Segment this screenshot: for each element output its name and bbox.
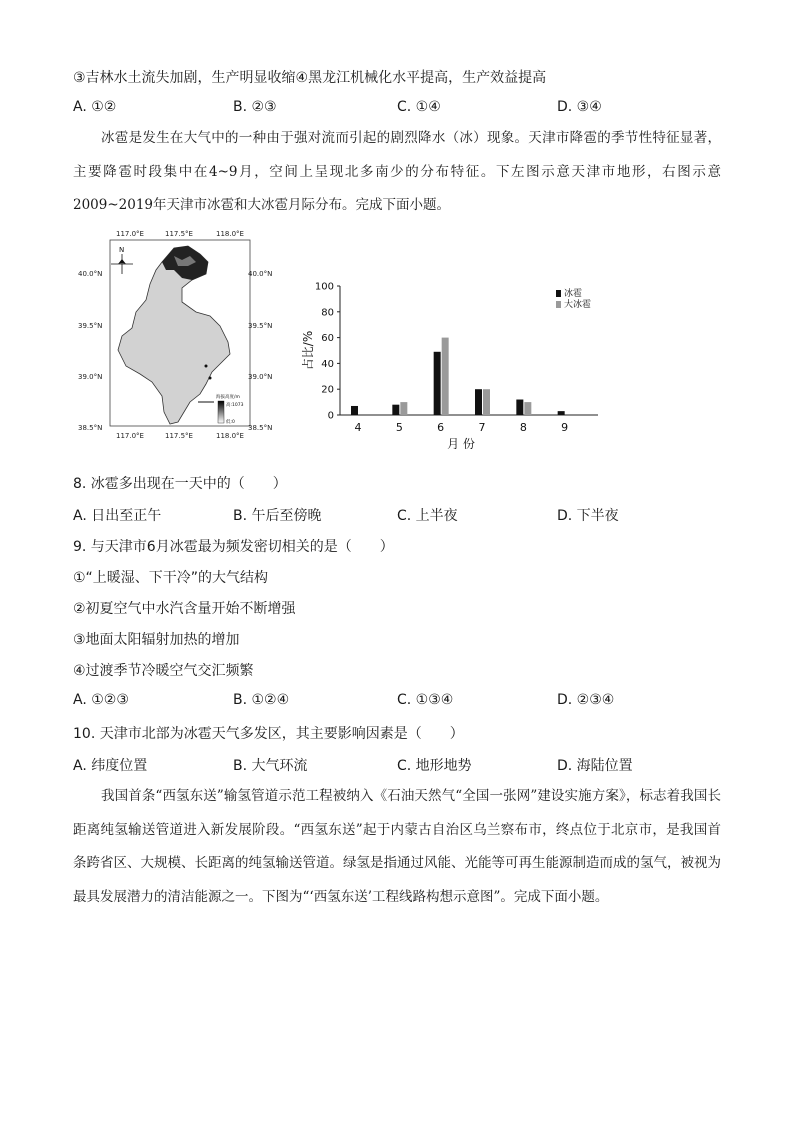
bar-hail-4 <box>351 406 358 415</box>
map-top-lon-0: 117.0°E <box>116 230 144 238</box>
map-bottom-lon-1: 117.5°E <box>165 432 193 440</box>
y-tick-label: 80 <box>321 307 334 319</box>
y-tick-label: 100 <box>314 281 334 293</box>
y-tick-label: 40 <box>321 358 334 370</box>
q9-item-1: ①“上暖湿、下干冷”的大气结构 <box>73 570 269 586</box>
bar-hail-6 <box>434 352 441 415</box>
y-tick-label: 60 <box>321 333 334 345</box>
x-tick-label: 8 <box>519 421 527 434</box>
map-top-lon-1: 117.5°E <box>165 230 193 238</box>
q9-item-4: ④过渡季节冷暖空气交汇频繁 <box>73 663 254 679</box>
legend-label-1: 大冰雹 <box>564 300 592 310</box>
map-left-lat-3: 38.5°N <box>78 424 103 432</box>
map-left-lat-0: 40.0°N <box>78 270 103 278</box>
hail-monthly-bar-chart <box>298 276 608 452</box>
q10-option-b: B. 大气环流 <box>233 758 308 774</box>
x-axis-label: 月 份 <box>447 437 475 451</box>
map-right-lat-0: 40.0°N <box>248 270 273 278</box>
map-left-lat-2: 39.0°N <box>78 373 103 381</box>
map-right-lat-1: 39.5°N <box>248 322 273 330</box>
bar-hail-9 <box>558 411 565 415</box>
q9-option-b: B. ①②④ <box>233 692 290 708</box>
q8-stem: 8. 冰雹多出现在一天中的（ ） <box>73 476 287 492</box>
bar-hail-7 <box>475 389 482 415</box>
q7-option-c: C. ①④ <box>397 99 441 115</box>
q9-option-c: C. ①③④ <box>397 692 454 708</box>
q10-option-d: D. 海陆位置 <box>557 758 633 774</box>
hail-intro-paragraph: 冰雹是发生在大气中的一种由于强对流而引起的剧烈降水（冰）现象。天津市降雹的季节性特征显著，主要降雹时段集中在4~9月，空间上呈现北多南少的分布特征。下左图示意天津市地形，右图示意2009~2019年天津市冰雹和大冰雹月际分布。完成下面小题。 <box>73 130 721 213</box>
x-tick-label: 9 <box>561 421 569 434</box>
legend-title: 海拔高度/m <box>216 395 240 400</box>
legend-swatch-1 <box>556 301 561 308</box>
q8-option-b: B. 午后至傍晚 <box>233 508 322 524</box>
q10-option-c: C. 地形地势 <box>397 758 472 774</box>
top-line: ③吉林水土流失加剧，生产明显收缩④黑龙江机械化水平提高，生产效益提高 <box>73 70 547 86</box>
q9-stem: 9. 与天津市6月冰雹最为频发密切相关的是（ ） <box>73 539 394 555</box>
tianjin-boundary <box>118 246 230 424</box>
north-label: N <box>119 246 125 254</box>
tianjin-terrain-map <box>78 226 273 450</box>
bar-hail-5 <box>392 405 399 415</box>
x-tick-label: 7 <box>478 421 486 434</box>
legend-high: 高:1073 <box>226 403 244 408</box>
x-tick-label: 5 <box>395 421 403 434</box>
map-right-lat-3: 38.5°N <box>248 424 273 432</box>
bar-hail-8 <box>516 400 523 415</box>
q7-option-d: D. ③④ <box>557 99 602 115</box>
legend-swatch-0 <box>556 290 561 297</box>
elevation-legend <box>216 393 244 425</box>
bar-large-hail-5 <box>400 402 407 415</box>
q9-item-3: ③地面太阳辐射加热的增加 <box>73 632 240 648</box>
q8-option-c: C. 上半夜 <box>397 508 458 524</box>
q9-option-a: A. ①②③ <box>73 692 129 708</box>
legend-label-0: 冰雹 <box>564 289 583 299</box>
q8-option-a: A. 日出至正午 <box>73 508 162 524</box>
map-bottom-lon-2: 118.0°E <box>216 432 244 440</box>
q10-stem: 10. 天津市北部为冰雹天气多发区，其主要影响因素是（ ） <box>73 726 464 742</box>
y-tick-label: 20 <box>321 384 334 396</box>
y-axis-label: 占比/% <box>301 330 315 371</box>
y-tick-label: 0 <box>327 410 334 422</box>
hydrogen-intro-paragraph: 我国首条“西氢东送”输氢管道示范工程被纳入《石油天然气“全国一张网”建设实施方案》，标志着我国长距离纯氢输送管道进入新发展阶段。“西氢东送”起于内蒙古自治区乌兰察布市，终点位于北京市，是我国首条跨省区、大规模、长距离的纯氢输送管道。绿氢是指通过风能、光能等可再生能源制造而成的氢气，被视为最具发展潜力的清洁能源之一。下图为“‘西氢东送’工程线路构想示意图”。完成下面小题。 <box>73 788 721 905</box>
x-tick-label: 4 <box>354 421 362 434</box>
map-bottom-lon-0: 117.0°E <box>116 432 144 440</box>
q7-option-b: B. ②③ <box>233 99 277 115</box>
bar-large-hail-8 <box>524 402 531 415</box>
q7-option-a: A. ①② <box>73 99 117 115</box>
legend-low: 低:0 <box>226 420 235 425</box>
q8-option-d: D. 下半夜 <box>557 508 619 524</box>
north-arrow-icon <box>111 246 133 274</box>
map-right-lat-2: 39.0°N <box>248 373 273 381</box>
q9-option-d: D. ②③④ <box>557 692 615 708</box>
map-top-lon-2: 118.0°E <box>216 230 244 238</box>
map-left-lat-1: 39.5°N <box>78 322 103 330</box>
x-tick-label: 6 <box>437 421 445 434</box>
q10-option-a: A. 纬度位置 <box>73 758 148 774</box>
bar-large-hail-6 <box>442 338 449 415</box>
bar-large-hail-7 <box>483 389 490 415</box>
q9-item-2: ②初夏空气中水汽含量开始不断增强 <box>73 601 296 617</box>
